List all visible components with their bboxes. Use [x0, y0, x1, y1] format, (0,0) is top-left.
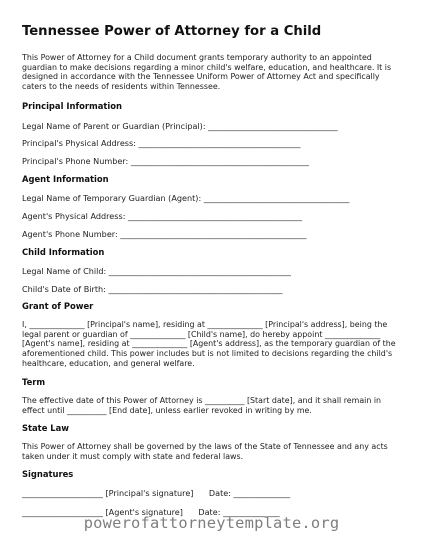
principal-name-line: Legal Name of Parent or Guardian (Principal): ________________________________ [22, 121, 338, 131]
principal-signature-line: ____________________ [Principal's signature] Date: ______________ [22, 488, 291, 498]
signatures-heading: Signatures [22, 469, 74, 479]
agent-heading: Agent Information [22, 174, 109, 184]
grant-paragraph: I, ______________ [Principal's name], residing at ______________ [Principal's address], being the legal parent or guardian of ______________ [Child's name], do hereby appoint ______________ [Agent's name], residing at ______________ [Agent's address], as the temporary guardian of the aforementioned child. This power includes but is not limited to decisions regarding the child's healthcare, education, and general welfare. [22, 320, 396, 368]
state-law-paragraph: This Power of Attorney shall be governed by the laws of the State of Tennessee and any acts taken under it must comply with state and federal laws. [22, 442, 388, 461]
principal-phone-line: Principal's Phone Number: ____________________________________________ [22, 156, 309, 166]
term-paragraph: The effective date of this Power of Attorney is __________ [Start date], and it shall remain in effect until __________ [End date], unless earlier revoked in writing by me. [22, 396, 382, 415]
site-watermark: powerofattorneytemplate.org [83, 514, 340, 532]
agent-name-line: Legal Name of Temporary Guardian (Agent): ____________________________________ [22, 193, 350, 203]
agent-address-line: Agent's Physical Address: ___________________________________________ [22, 211, 303, 221]
principal-heading: Principal Information [22, 101, 122, 111]
agent-phone-line: Agent's Phone Number: ______________________________________________ [22, 229, 307, 239]
term-heading: Term [22, 377, 46, 387]
grant-heading: Grant of Power [22, 301, 94, 311]
principal-address-line: Principal's Physical Address: ________________________________________ [22, 138, 301, 148]
agent-signature-line: ____________________ [Agent's signature] Date: ______________ [22, 507, 280, 517]
child-dob-line: Child's Date of Birth: ___________________________________________ [22, 284, 283, 294]
child-name-line: Legal Name of Child: _____________________________________________ [22, 266, 291, 276]
document-title: Tennessee Power of Attorney for a Child [22, 24, 322, 39]
intro-paragraph: This Power of Attorney for a Child document grants temporary authority to an appointed guardian to make decisions regarding a minor child's welfare, education, and healthcare. It is designed in accordance with the Tennessee Uniform Power of Attorney Act and specifically caters to the needs of residents within Tennessee. [22, 53, 392, 92]
state-law-heading: State Law [22, 423, 70, 433]
child-heading: Child Information [22, 247, 105, 257]
